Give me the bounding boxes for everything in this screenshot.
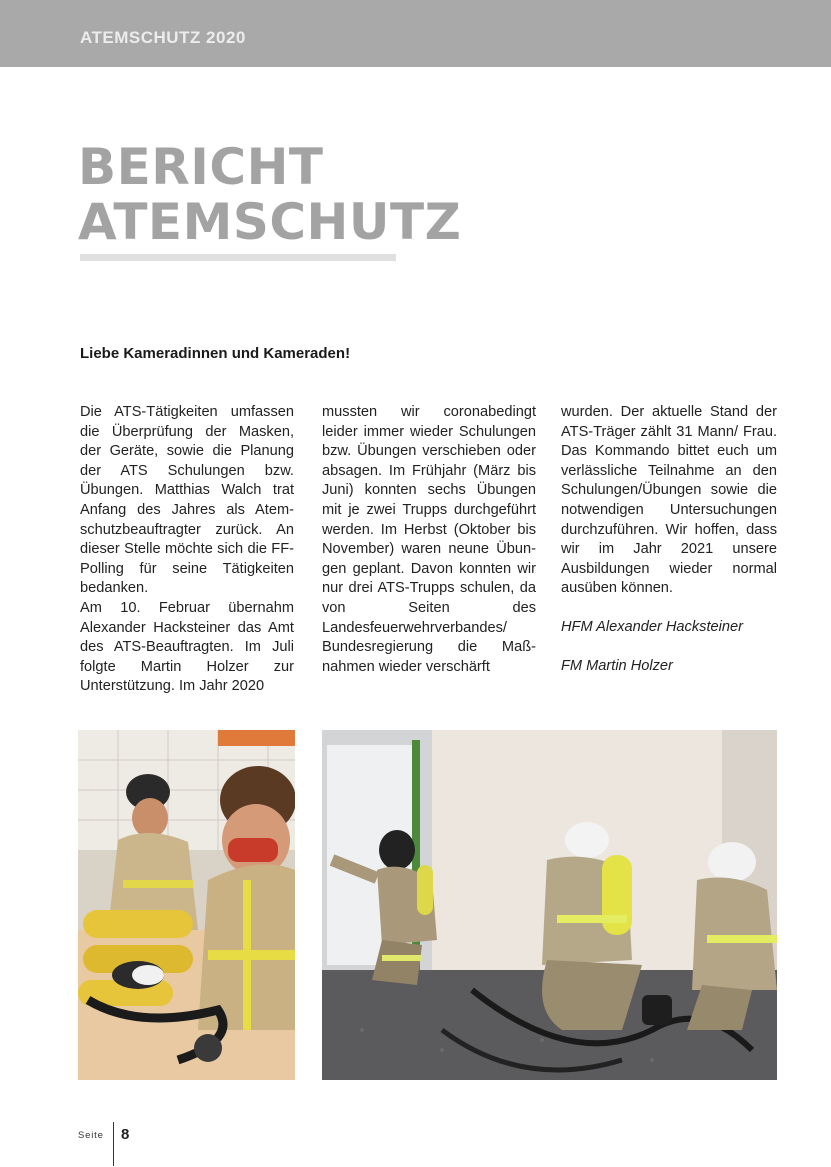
column1-paragraph2: Am 10. Februar übernahm Alexander Hacksteiner das Amt des ATS-Beauftragten. Im Juli folgte Martin Holzer zur Unterstützung. Im Jahr 2020 bbox=[80, 599, 294, 695]
signature-hacksteiner: HFM Alexander Hacksteiner bbox=[561, 618, 743, 635]
page-title-line1: BERICHT bbox=[78, 138, 324, 196]
footer-page-label: Seite bbox=[78, 1130, 104, 1141]
column3-paragraph1: wurden. Der aktuelle Stand der ATS-Träger zählt 31 Mann/ Frau. Das Kommando bittet euch um verlässliche Teilnahme an den Schulungen/Übungen sowie die notwendigen Untersuchungen durchzuführen. Wir hoffen, dass wir im Jahr 2021 unsere Ausbildungen wieder normal ausüben können. bbox=[561, 404, 777, 597]
greeting: Liebe Kameradinnen und Kameraden! bbox=[80, 345, 351, 362]
page-title-line2: ATEMSCHUTZ bbox=[78, 193, 462, 251]
page-title bbox=[78, 140, 461, 250]
column2-paragraph1: mussten wir coronabedingt leider immer wieder Schulungen bzw. Übungen verschieben oder absagen. Im Frühjahr (März bis Juni) konnten sechs Übungen mit je zwei Trupps durchgeführt werden. Im Herbst (Oktober bis November) waren neune Übungen geplant. Davon konnten wir nur drei ATS-Trupps schulen, da von Seiten des Landesfeuerwehrverbandes/ Bundesregierung die Maßnahmen wieder verschärft bbox=[322, 404, 536, 675]
footer-separator bbox=[113, 1122, 114, 1166]
title-underline bbox=[80, 254, 396, 261]
photo-ats-training-image bbox=[322, 730, 777, 1080]
text-column-1 bbox=[80, 403, 294, 697]
photo-equipment-check-image bbox=[78, 730, 295, 1080]
photo-ats-training bbox=[322, 730, 777, 1080]
footer-page-number: 8 bbox=[121, 1126, 130, 1143]
text-column-2 bbox=[322, 403, 536, 677]
text-column-3 bbox=[561, 403, 777, 676]
column1-paragraph1: Die ATS-Tätigkeiten umfassen die Überprüfung der Masken, der Geräte, sowie die Planung der ATS Schulungen bzw. Übungen. Matthias Walch trat Anfang des Jahres als Atemschutzbeauftragter zurück. An dieser Stelle möchte sich die FF-Polling für seine Tätigkeiten bedanken. bbox=[80, 404, 294, 597]
section-title: ATEMSCHUTZ 2020 bbox=[80, 28, 246, 47]
photo-equipment-check bbox=[78, 730, 295, 1080]
signature-holzer: FM Martin Holzer bbox=[561, 657, 673, 674]
header-bar bbox=[0, 0, 831, 67]
